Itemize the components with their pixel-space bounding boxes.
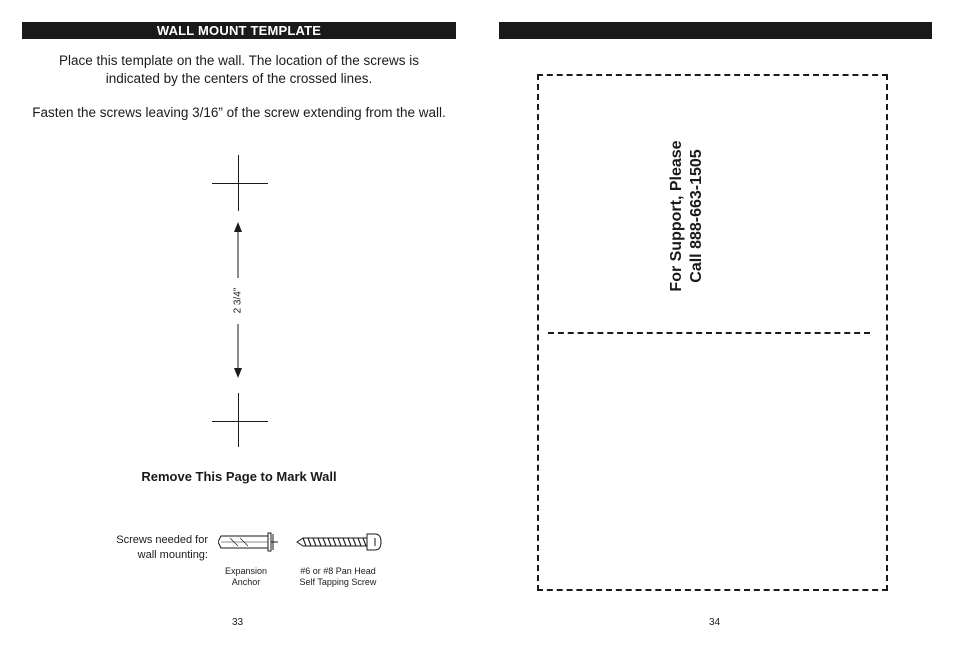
left-page-number: 33 (232, 617, 244, 628)
fold-line (548, 332, 870, 334)
screws-needed-label: Screws needed for wall mounting: (116, 534, 208, 561)
arrow-head-down-icon (234, 368, 242, 378)
left-header-bar (22, 22, 456, 39)
dimension-label: 2 3/4" (232, 287, 244, 314)
expansion-anchor-icon (218, 530, 280, 554)
pan-head-screw-icon (295, 530, 385, 554)
instruction-paragraph-1: Place this template on the wall. The location of the screws is indicated by the centers of the crossed lines. (59, 53, 419, 86)
page-title: WALL MOUNT TEMPLATE (156, 23, 322, 38)
instruction-paragraph-2: Fasten the screws leaving 3/16” of the screw extending from the wall. (32, 105, 446, 120)
right-page-number: 34 (709, 617, 721, 628)
right-header-bar (499, 22, 932, 39)
support-contact-text: For Support, Please Call 888-663-1505 (668, 140, 705, 292)
remove-page-note: Remove This Page to Mark Wall (141, 469, 337, 484)
screw-caption: #6 or #8 Pan Head Self Tapping Screw (299, 566, 377, 587)
anchor-caption: Expansion Anchor (224, 566, 268, 587)
